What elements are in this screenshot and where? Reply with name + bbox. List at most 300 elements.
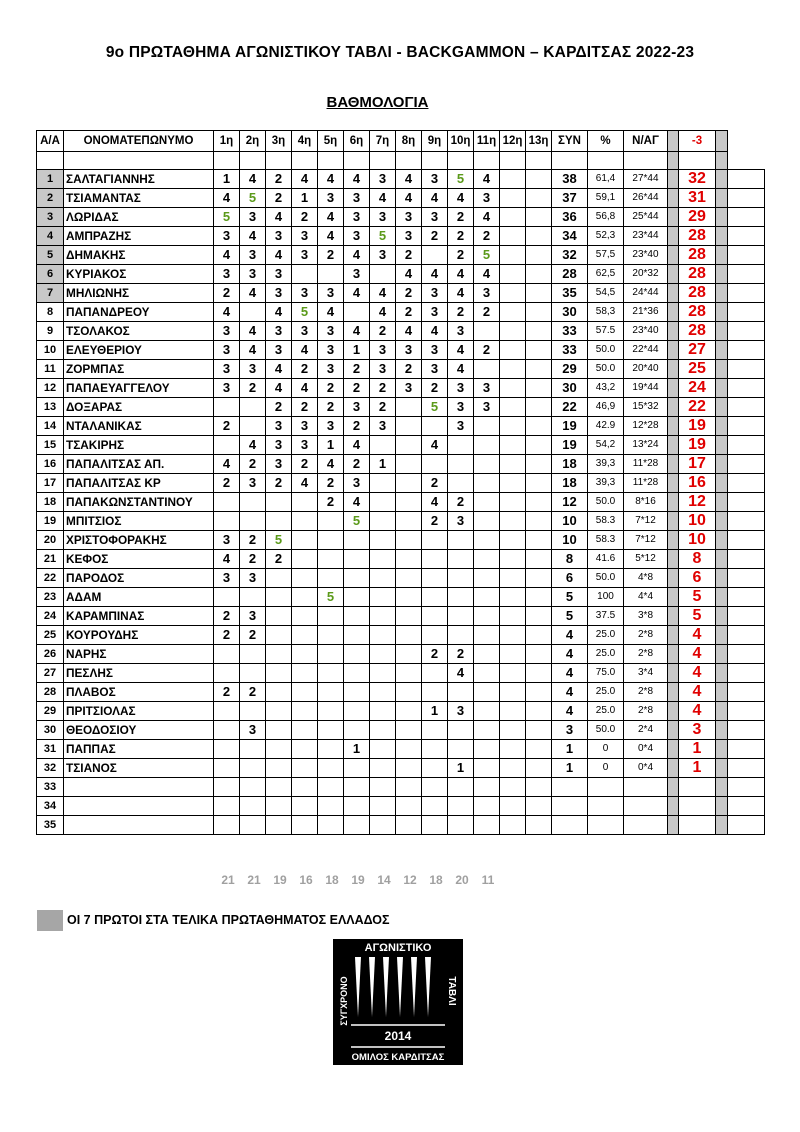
trailing-cell [728,246,765,265]
header-round: 5η [318,131,344,152]
rank-cell: 20 [37,531,64,550]
empty-cell [588,152,624,170]
round-score [422,569,448,588]
percent-cell: 100 [588,588,624,607]
round-score: 3 [370,246,396,265]
header-syn: ΣΥΝ [552,131,588,152]
total-cell: 29 [552,360,588,379]
percent-cell: 57.5 [588,322,624,341]
round-score [344,531,370,550]
spacer-cell [716,246,728,265]
trailing-cell [728,550,765,569]
round-score [292,797,318,816]
percent-cell: 25.0 [588,683,624,702]
trailing-cell [728,341,765,360]
spacer-cell [716,170,728,189]
round-score [474,569,500,588]
empty-cell [370,152,396,170]
round-score [526,189,552,208]
wins-games-cell: 5*12 [624,550,668,569]
round-total: 19 [273,873,287,887]
table-row [37,645,765,664]
round-score [292,588,318,607]
wins-games-cell: 20*40 [624,360,668,379]
round-score [474,797,500,816]
round-score [500,740,526,759]
round-score: 4 [422,189,448,208]
round-score: 3 [214,265,240,284]
player-name: ΝΤΑΛΑΝΙΚΑΣ [64,417,214,436]
wins-games-cell [624,778,668,797]
round-score [240,417,266,436]
round-score: 4 [292,170,318,189]
round-score [474,759,500,778]
round-score: 4 [266,246,292,265]
round-score: 1 [318,436,344,455]
round-score [396,417,422,436]
round-total: 16 [299,873,313,887]
round-score [526,341,552,360]
trailing-cell [728,379,765,398]
wins-games-cell: 23*40 [624,322,668,341]
round-score [422,455,448,474]
round-score [474,664,500,683]
total-cell: 19 [552,436,588,455]
round-score [370,645,396,664]
wins-games-cell: 2*8 [624,683,668,702]
round-score: 2 [344,379,370,398]
trailing-cell [728,398,765,417]
table-row [37,683,765,702]
round-score: 2 [240,550,266,569]
round-score [422,759,448,778]
round-score [526,550,552,569]
round-score [500,550,526,569]
round-score [500,303,526,322]
spacer-cell [668,170,679,189]
round-score [526,474,552,493]
player-name [64,797,214,816]
round-score [396,759,422,778]
round-score [448,797,474,816]
trailing-cell [728,531,765,550]
round-score [266,645,292,664]
total-cell: 22 [552,398,588,417]
round-score [474,417,500,436]
round-score [214,702,240,721]
round-score: 3 [318,417,344,436]
table-row [37,588,765,607]
round-score [266,569,292,588]
percent-cell: 62,5 [588,265,624,284]
round-total: 12 [403,873,417,887]
percent-cell: 54,2 [588,436,624,455]
round-score: 4 [344,436,370,455]
total-cell: 1 [552,759,588,778]
logo-year: 2014 [384,1029,412,1043]
round-score [474,588,500,607]
round-score: 3 [396,341,422,360]
round-score [344,569,370,588]
round-score [396,626,422,645]
round-score: 4 [448,341,474,360]
spacer-cell [668,626,679,645]
logo-bottom-text: ΟΜΙΛΟΣ ΚΑΡΔΙΤΣΑΣ [351,1052,445,1063]
round-score: 4 [344,246,370,265]
round-score [448,607,474,626]
round-score [318,816,344,835]
round-score: 2 [422,645,448,664]
wins-games-cell: 24*44 [624,284,668,303]
round-score [448,816,474,835]
rank-cell: 13 [37,398,64,417]
empty-cell [292,152,318,170]
round-score: 2 [318,493,344,512]
spacer-cell [668,664,679,683]
round-score [370,588,396,607]
percent-cell: 42.9 [588,417,624,436]
wins-games-cell: 22*44 [624,341,668,360]
empty-cell [448,152,474,170]
round-score: 2 [240,683,266,702]
player-name: ΛΩΡΙΔΑΣ [64,208,214,227]
round-score: 4 [266,360,292,379]
round-score: 4 [292,474,318,493]
points-cell [679,816,716,835]
header-round: 1η [214,131,240,152]
wins-games-cell: 7*12 [624,512,668,531]
rank-cell: 3 [37,208,64,227]
trailing-cell [728,170,765,189]
trailing-cell [728,455,765,474]
table-row [37,778,765,797]
round-score: 3 [292,322,318,341]
wins-games-cell: 4*8 [624,569,668,588]
points-cell: 8 [679,550,716,569]
table-row [37,398,765,417]
rank-cell: 35 [37,816,64,835]
round-score: 4 [396,170,422,189]
round-score: 5 [474,246,500,265]
round-score [448,436,474,455]
round-score [318,645,344,664]
player-name [64,778,214,797]
wins-games-cell: 4*4 [624,588,668,607]
round-score [292,816,318,835]
round-score: 2 [448,208,474,227]
round-score: 3 [422,208,448,227]
round-score [292,778,318,797]
round-score: 3 [370,360,396,379]
round-score: 3 [240,246,266,265]
spacer-cell [668,379,679,398]
points-cell: 32 [679,170,716,189]
round-score: 4 [318,455,344,474]
trailing-cell [728,360,765,379]
round-score [474,550,500,569]
round-score: 4 [240,341,266,360]
total-cell: 10 [552,531,588,550]
round-score [448,588,474,607]
rank-cell: 15 [37,436,64,455]
wins-games-cell [624,816,668,835]
percent-cell [588,816,624,835]
header-pct: % [588,131,624,152]
round-score: 4 [266,303,292,322]
spacer-cell [716,797,728,816]
spacer-cell [668,398,679,417]
points-cell: 28 [679,246,716,265]
spacer-cell [668,740,679,759]
round-score [266,740,292,759]
wins-games-cell: 21*36 [624,303,668,322]
wins-games-cell: 19*44 [624,379,668,398]
rank-cell: 14 [37,417,64,436]
spacer-cell [716,303,728,322]
round-score [396,664,422,683]
round-score: 2 [370,379,396,398]
empty-cell [668,152,679,170]
round-score [448,531,474,550]
round-score [396,797,422,816]
round-score [292,664,318,683]
trailing-cell [728,512,765,531]
round-score [292,493,318,512]
table-row [37,664,765,683]
round-score: 2 [318,398,344,417]
round-score [422,721,448,740]
round-score [214,816,240,835]
rank-cell: 7 [37,284,64,303]
spacer-cell [716,626,728,645]
round-score: 2 [240,531,266,550]
round-score [266,778,292,797]
round-score [292,626,318,645]
spacer-cell [668,246,679,265]
round-score: 2 [266,189,292,208]
round-score: 3 [318,322,344,341]
round-score [448,721,474,740]
round-score [396,398,422,417]
round-score: 4 [474,265,500,284]
round-score [448,474,474,493]
round-total: 18 [429,873,443,887]
round-score: 2 [266,474,292,493]
round-score: 4 [396,189,422,208]
round-score [500,379,526,398]
round-score: 2 [422,512,448,531]
round-score: 2 [292,398,318,417]
rank-cell: 29 [37,702,64,721]
round-score: 3 [214,227,240,246]
spacer-cell [668,493,679,512]
round-score [448,455,474,474]
round-score: 2 [344,360,370,379]
spacer-cell [668,569,679,588]
round-score [318,550,344,569]
round-score: 4 [240,322,266,341]
round-score [500,607,526,626]
club-logo [333,939,463,1065]
empty-cell [214,152,240,170]
round-score [214,740,240,759]
round-score [344,797,370,816]
rank-cell: 1 [37,170,64,189]
spacer-cell [668,721,679,740]
round-score [526,360,552,379]
spacer-cell [716,588,728,607]
round-total: 11 [481,873,495,887]
points-cell: 22 [679,398,716,417]
player-name: ΠΑΠΑΚΩΝΣΤΑΝΤΙΝΟΥ [64,493,214,512]
round-score [370,531,396,550]
round-score: 4 [292,341,318,360]
spacer-cell [668,512,679,531]
points-cell: 5 [679,607,716,626]
header-points: -3 [679,131,716,152]
points-cell: 19 [679,417,716,436]
round-score: 5 [448,170,474,189]
round-score [292,550,318,569]
round-score [266,683,292,702]
round-score [292,531,318,550]
round-score: 2 [266,170,292,189]
points-cell: 3 [679,721,716,740]
wins-games-cell: 0*4 [624,740,668,759]
round-score [422,550,448,569]
spacer-cell [716,455,728,474]
round-score: 3 [318,284,344,303]
round-score: 3 [240,208,266,227]
table-row [37,417,765,436]
round-score [214,645,240,664]
spacer-cell [716,284,728,303]
spacer-cell [668,227,679,246]
round-score [396,569,422,588]
trailing-cell [728,740,765,759]
round-score: 3 [448,512,474,531]
player-name: ΤΣΟΛΑΚΟΣ [64,322,214,341]
spacer-cell [716,721,728,740]
round-score: 3 [474,398,500,417]
wins-games-cell: 7*12 [624,531,668,550]
rank-cell: 10 [37,341,64,360]
round-score: 3 [318,341,344,360]
table-row [37,189,765,208]
round-score: 2 [292,360,318,379]
header-round: 4η [292,131,318,152]
round-score [526,398,552,417]
points-cell: 28 [679,227,716,246]
round-score: 2 [448,645,474,664]
wins-games-cell: 2*8 [624,626,668,645]
wins-games-cell: 11*28 [624,474,668,493]
spacer-cell [716,379,728,398]
wins-games-cell: 8*16 [624,493,668,512]
trailing-cell [728,189,765,208]
player-name: ΣΑΛΤΑΓΙΑΝΝΗΣ [64,170,214,189]
total-cell: 4 [552,683,588,702]
wins-games-cell: 2*8 [624,645,668,664]
round-score [448,626,474,645]
points-cell [679,778,716,797]
round-score [500,816,526,835]
round-score: 4 [370,189,396,208]
points-cell [679,797,716,816]
wins-games-cell: 13*24 [624,436,668,455]
trailing-cell [728,797,765,816]
trailing-cell [728,664,765,683]
round-score: 4 [474,170,500,189]
round-score: 4 [448,265,474,284]
empty-cell [422,152,448,170]
round-score [214,759,240,778]
round-score [370,607,396,626]
player-name: ΝΑΡΗΣ [64,645,214,664]
round-score: 3 [422,341,448,360]
round-score [500,265,526,284]
player-name [64,816,214,835]
round-score [474,607,500,626]
round-score: 4 [396,265,422,284]
round-score [370,550,396,569]
round-score [396,436,422,455]
table-row [37,208,765,227]
spacer-cell [716,816,728,835]
trailing-cell [728,208,765,227]
round-score [214,512,240,531]
round-score [396,455,422,474]
round-score [214,664,240,683]
total-cell: 18 [552,474,588,493]
round-score: 3 [292,246,318,265]
header-round: 12η [500,131,526,152]
points-cell: 27 [679,341,716,360]
round-score: 4 [344,170,370,189]
round-score: 2 [240,379,266,398]
total-cell: 30 [552,379,588,398]
round-score [500,455,526,474]
points-cell: 28 [679,303,716,322]
trailing-cell [728,436,765,455]
percent-cell: 50.0 [588,721,624,740]
points-cell: 19 [679,436,716,455]
round-score: 3 [370,341,396,360]
table-row [37,607,765,626]
spacer-cell [668,265,679,284]
round-score [500,322,526,341]
round-score: 2 [318,246,344,265]
round-score [474,436,500,455]
player-name: ΠΑΡΟΔΟΣ [64,569,214,588]
round-score [396,474,422,493]
rank-cell: 26 [37,645,64,664]
player-name: ΑΔΑΜ [64,588,214,607]
player-name: ΠΑΠΑΛΙΤΣΑΣ ΑΠ. [64,455,214,474]
empty-cell [474,152,500,170]
round-score [370,265,396,284]
trailing-cell [728,569,765,588]
round-score [448,740,474,759]
wins-games-cell: 11*28 [624,455,668,474]
round-score: 4 [474,208,500,227]
wins-games-cell: 25*44 [624,208,668,227]
round-score [526,816,552,835]
round-score [500,569,526,588]
total-cell [552,778,588,797]
round-score: 2 [422,227,448,246]
round-score [292,265,318,284]
